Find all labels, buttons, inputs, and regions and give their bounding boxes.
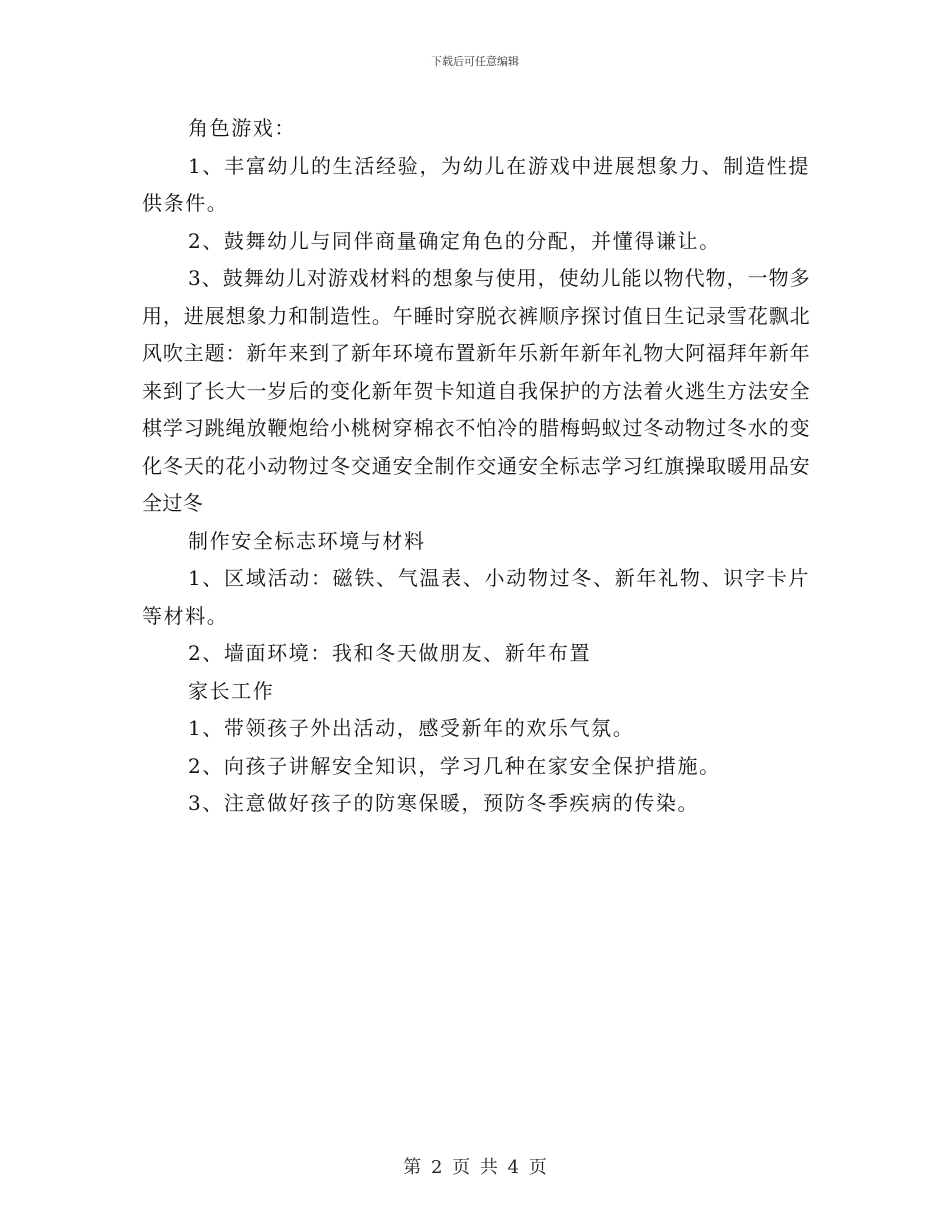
paragraph-item: 2、墙面环境：我和冬天做朋友、新年布置 (188, 641, 592, 665)
section-heading-role-play: 角色游戏： (188, 116, 296, 140)
paragraph-item: 1、区域活动：磁铁、气温表、小动物过冬、新年礼物、识字卡片等材料。 (142, 566, 810, 628)
section-heading-parent-work: 家长工作 (188, 678, 275, 703)
paragraph-item: 3、注意做好孩子的防寒保暖，预防冬季疾病的传染。 (188, 791, 700, 815)
document-body (142, 110, 810, 823)
paragraph-item: 3、鼓舞幼儿对游戏材料的想象与使用，使幼儿能以物代物，一物多用，进展想象力和制造性。午睡时穿脱衣裤顺序探讨值日生记录雪花飘北风吹主题：新年来到了新年环境布置新年乐新年新年礼物大阿福拜年新年来到了长大一岁后的变化新年贺卡知道自我保护的方法着火逃生方法安全棋学习跳绳放鞭炮给小桃树穿棉衣不怕冷的腊梅蚂蚁过冬动物过冬水的变化冬天的花小动物过冬交通安全制作交通安全标志学习红旗操取暖用品安全过冬 (142, 266, 810, 515)
paragraph-item: 1、带领孩子外出活动，感受新年的欢乐气氛。 (188, 716, 635, 740)
page-header-note: 下载后可任意编辑 (431, 55, 519, 68)
page-number-footer: 第 2 页 共 4 页 (403, 1157, 547, 1178)
section-heading-materials: 制作安全标志环境与材料 (188, 528, 426, 553)
paragraph-item: 1、丰富幼儿的生活经验，为幼儿在游戏中进展想象力、制造性提供条件。 (142, 153, 810, 215)
paragraph-item: 2、向孩子讲解安全知识，学习几种在家安全保护措施。 (188, 753, 721, 778)
paragraph-item: 2、鼓舞幼儿与同伴商量确定角色的分配，并懂得谦让。 (188, 228, 721, 253)
